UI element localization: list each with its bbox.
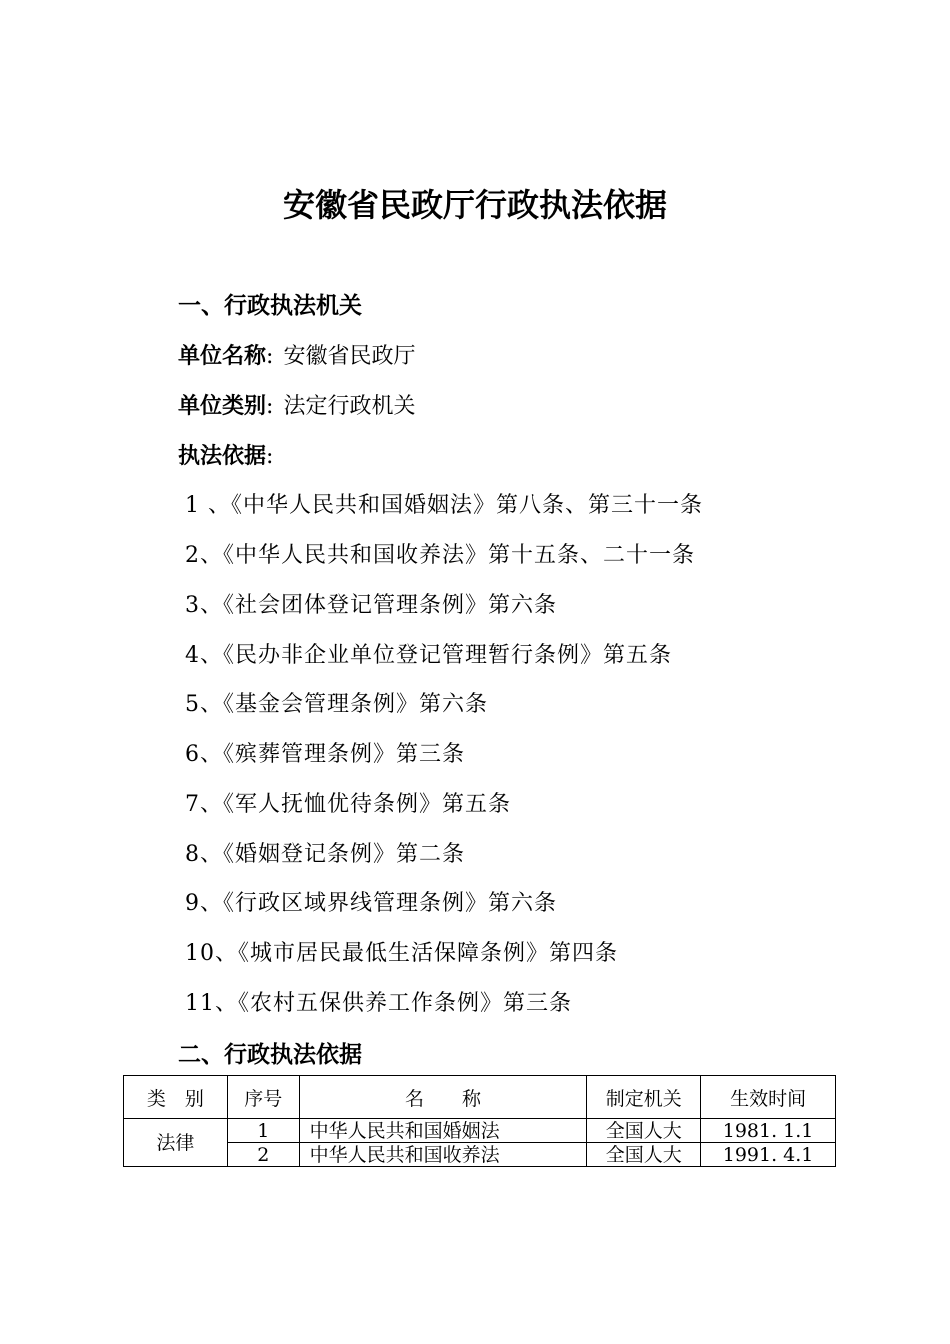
basis-item-number: 8 xyxy=(185,842,200,867)
basis-item-text: 《中华人民共和国婚姻法》第八条、第三十一条 xyxy=(231,493,704,518)
header-effective-date: 生效时间 xyxy=(701,1076,836,1119)
basis-item-separator: 、 xyxy=(200,643,224,668)
unit-category-label: 单位类别 xyxy=(178,394,267,419)
enforcement-basis-separator: : xyxy=(266,444,274,469)
basis-item-number: 5 xyxy=(185,692,200,717)
unit-name-field xyxy=(178,339,415,370)
basis-item-separator: 、 xyxy=(215,941,239,966)
basis-item-text: 《社会团体登记管理条例》第六条 xyxy=(223,593,558,618)
enforcement-basis-label: 执法依据 xyxy=(178,444,267,469)
basis-item-number: 1 xyxy=(185,493,200,518)
basis-list-item xyxy=(185,687,488,718)
basis-item-number: 3 xyxy=(185,593,200,618)
document-title: 安徽省民政厅行政执法依据 xyxy=(282,186,667,224)
basis-list-item xyxy=(185,986,572,1017)
basis-item-number: 9 xyxy=(185,891,200,916)
enforcement-basis-field xyxy=(178,439,273,470)
header-authority: 制定机关 xyxy=(587,1076,701,1119)
basis-list-item xyxy=(185,588,557,619)
basis-item-separator: 、 xyxy=(200,593,224,618)
basis-item-text: 《基金会管理条例》第六条 xyxy=(223,692,489,717)
name-cell: 中华人民共和国婚姻法 xyxy=(299,1119,587,1143)
basis-item-text: 《婚姻登记条例》第二条 xyxy=(223,842,466,867)
basis-item-separator: 、 xyxy=(200,792,224,817)
basis-item-number: 2 xyxy=(185,543,200,568)
basis-list-item xyxy=(185,787,511,818)
basis-item-separator: 、 xyxy=(200,842,224,867)
basis-item-text: 《民办非企业单位登记管理暂行条例》第五条 xyxy=(223,643,673,668)
authority-cell: 全国人大 xyxy=(587,1143,701,1167)
basis-item-number: 6 xyxy=(185,742,200,767)
section-heading-enforcement-basis: 二、行政执法依据 xyxy=(178,1042,362,1068)
unit-name-separator: : xyxy=(266,344,274,369)
name-cell: 中华人民共和国收养法 xyxy=(299,1143,587,1167)
effective-date-cell: 1991. 4.1 xyxy=(701,1143,836,1167)
unit-name-value: 安徽省民政厅 xyxy=(283,344,416,369)
basis-item-text: 《行政区域界线管理条例》第六条 xyxy=(223,891,558,916)
basis-item-text: 《农村五保供养工作条例》第三条 xyxy=(238,991,573,1016)
unit-category-value: 法定行政机关 xyxy=(283,394,416,419)
unit-category-separator: : xyxy=(266,394,274,419)
table-row xyxy=(124,1119,836,1143)
basis-item-separator: 、 xyxy=(200,742,224,767)
basis-item-number: 7 xyxy=(185,792,200,817)
category-cell: 法律 xyxy=(124,1119,228,1167)
basis-list-item xyxy=(185,737,465,768)
basis-item-separator: 、 xyxy=(200,692,224,717)
basis-list-item xyxy=(185,488,703,519)
law-basis-table xyxy=(123,1075,836,1167)
basis-list-item xyxy=(185,837,465,868)
seq-cell: 1 xyxy=(227,1119,299,1143)
seq-cell: 2 xyxy=(227,1143,299,1167)
header-seq: 序号 xyxy=(227,1076,299,1119)
basis-list-item xyxy=(185,886,557,917)
basis-item-text: 《殡葬管理条例》第三条 xyxy=(223,742,466,767)
basis-item-text: 《军人抚恤优待条例》第五条 xyxy=(223,792,512,817)
basis-item-text: 《城市居民最低生活保障条例》第四条 xyxy=(238,941,619,966)
section-heading-enforcement-agency: 一、行政执法机关 xyxy=(178,293,362,319)
table-row xyxy=(124,1143,836,1167)
basis-list-item xyxy=(185,538,695,569)
basis-item-separator: 、 xyxy=(200,891,224,916)
basis-list-item xyxy=(185,936,618,967)
basis-list-item xyxy=(185,638,672,669)
basis-item-number: 11 xyxy=(185,991,215,1016)
basis-item-separator: 、 xyxy=(200,543,224,568)
table-header-row xyxy=(124,1076,836,1119)
unit-category-field xyxy=(178,389,415,420)
basis-item-separator: 、 xyxy=(215,991,239,1016)
header-category: 类 别 xyxy=(124,1076,228,1119)
basis-item-number: 10 xyxy=(185,941,215,966)
basis-item-text: 《中华人民共和国收养法》第十五条、二十一条 xyxy=(223,543,696,568)
effective-date-cell: 1981. 1.1 xyxy=(701,1119,836,1143)
unit-name-label: 单位名称 xyxy=(178,344,267,369)
basis-item-number: 4 xyxy=(185,643,200,668)
basis-item-separator: 、 xyxy=(208,493,232,518)
header-name: 名 称 xyxy=(299,1076,587,1119)
authority-cell: 全国人大 xyxy=(587,1119,701,1143)
